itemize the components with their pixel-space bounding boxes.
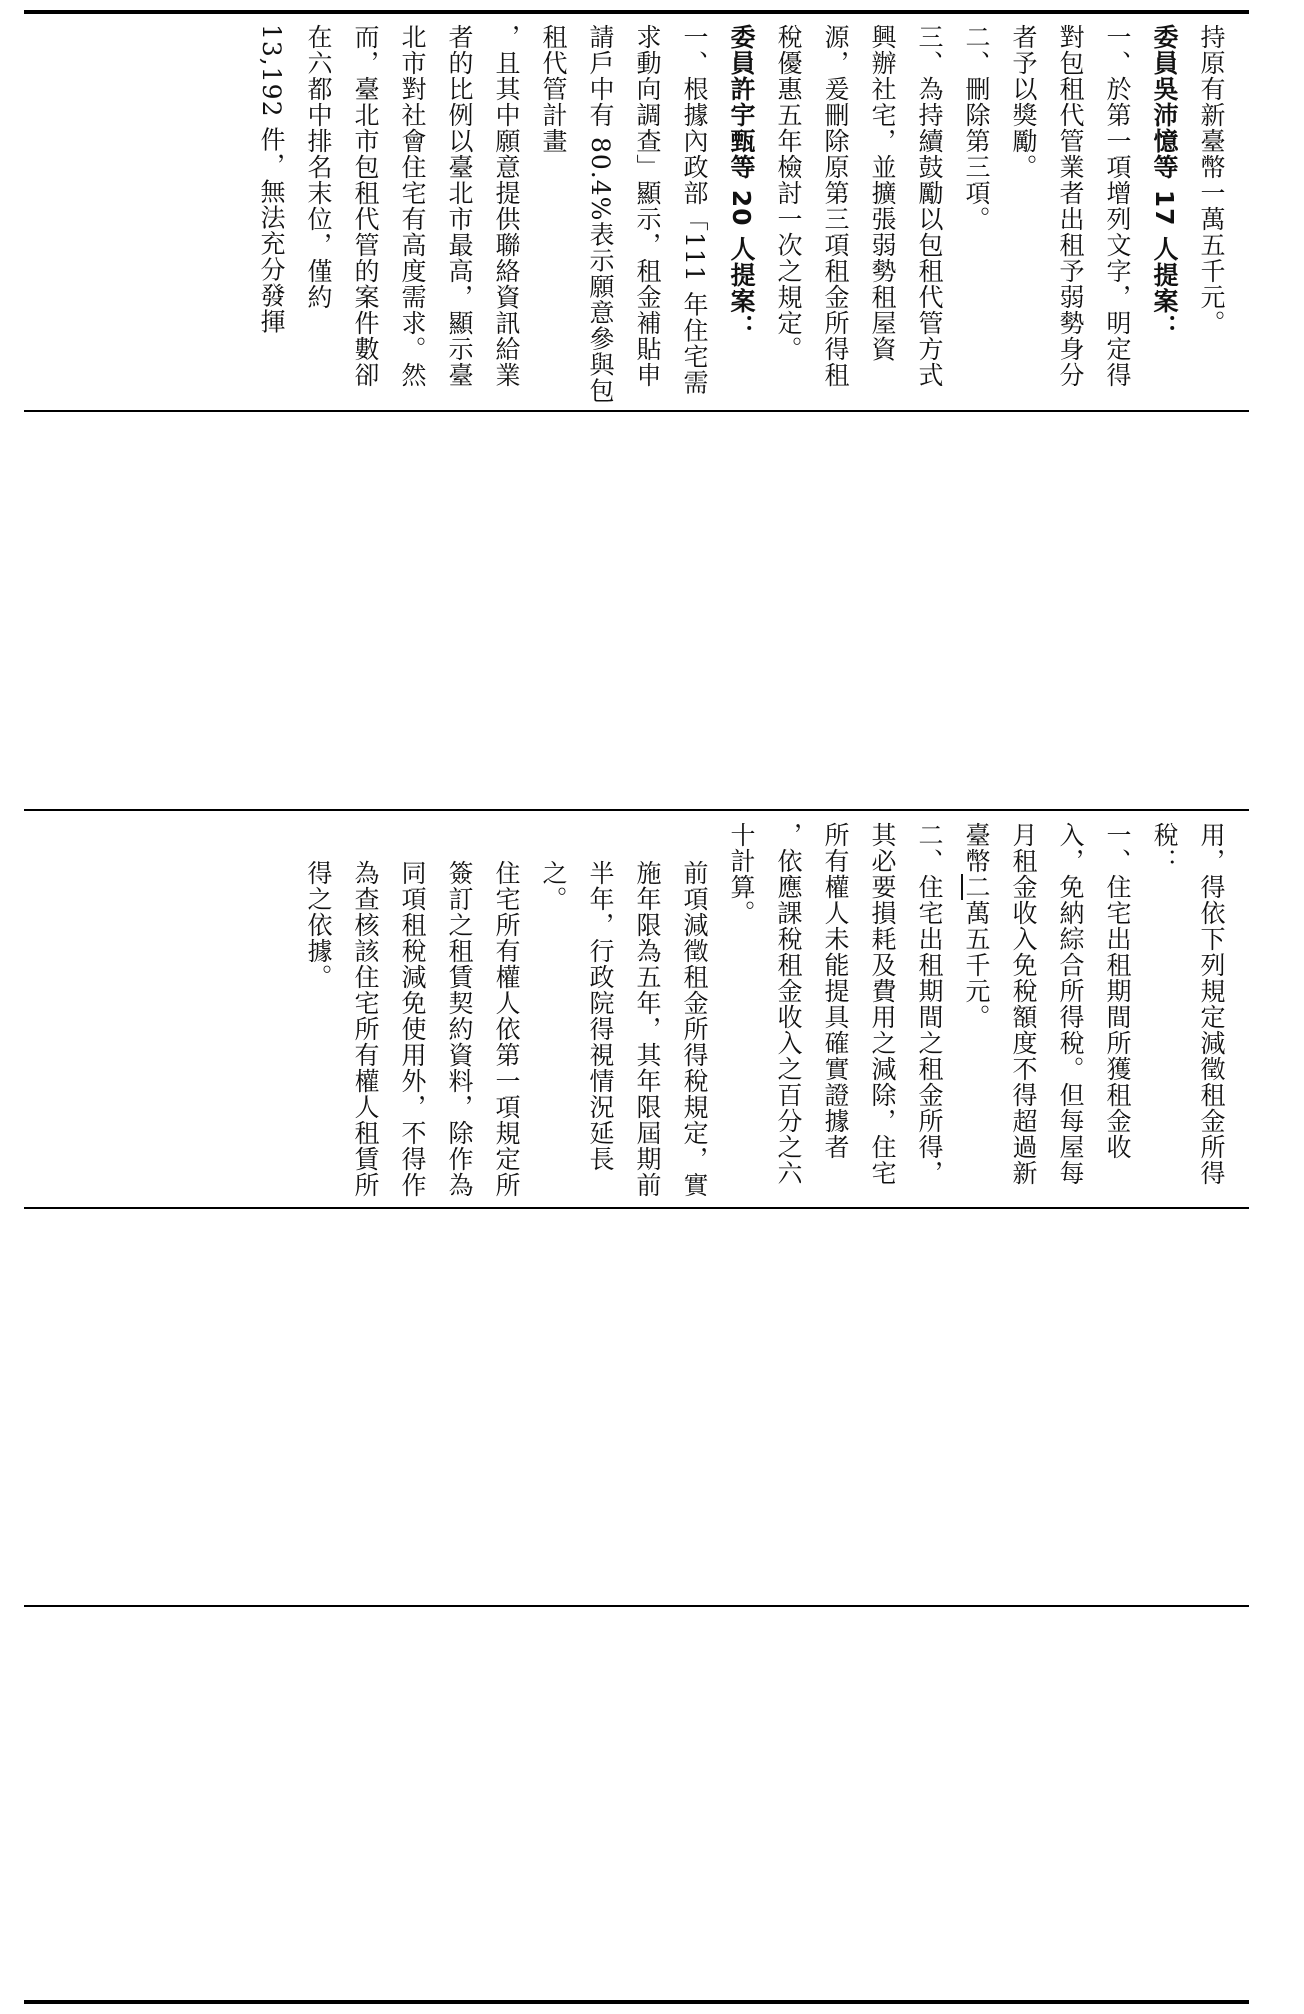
article-paragraph-2: 前項減徵租金所得稅規定，實施年限為五年，其年限屆期前半年，行政院得視情況延長之。 <box>539 859 709 1198</box>
proposal-20-item-1b: ，且其中願意提供聯絡資訊給業者的比例以臺北市最高，顯示臺北市對社會住宅有高度需求。然而，臺北市包租代管的案件數卻在六都中排名末位，僅約 13,192 件，無法充分發揮 <box>257 24 521 388</box>
proposal-17-item-3: 三、為持續鼓勵以包租代管方式興辦社宅，並擴張弱勢租屋資源，爰刪除原第三項租金所得租稅優惠五年檢討一次之規定。 <box>774 24 944 388</box>
proposal-20-item-1a: 一、根據內政部「111 年住宅需求動向調查」顯示，租金補貼申請戶中有 80.4%表示願意參與包租代管計畫 <box>539 24 709 404</box>
top-border <box>24 10 1249 14</box>
proposal-17-item-2: 二、刪除第三項。 <box>962 24 991 232</box>
article-item-2a: 二、住宅出租期間之租金所得，其必要損耗及費用之減除，住宅所有權人未能提具確實證據者 <box>821 822 944 1186</box>
article-item-1-underlined: 二 <box>962 874 991 900</box>
divider-3 <box>24 1207 1249 1209</box>
article-item-1-text-b: 萬五千元。 <box>962 900 991 1030</box>
article-item-1-text-a: 一、住宅出租期間所獲租金收入，免納綜合所得稅。但每屋每月租金收入免稅額度不得超過新臺幣 <box>962 822 1132 1186</box>
divider-2 <box>24 809 1249 811</box>
bottom-border <box>24 2000 1249 2004</box>
section-article-text <box>40 822 1235 1207</box>
article-paragraph-3: 住宅所有權人依第一項規定所簽訂之租賃契約資料，除作為同項租稅減免使用外，不得作為查核該住宅所有權人租賃所得之依據。 <box>304 859 521 1198</box>
divider-1 <box>24 410 1249 412</box>
article-item-2b: ，依應課稅租金收入之百分之六十計算。 <box>727 822 803 1186</box>
article-item-1 <box>953 822 1141 1207</box>
proposal-17-item-1: 一、於第一項增列文字，明定得對包租代管業者出租予弱勢身分者予以獎勵。 <box>1009 24 1132 388</box>
article-intro: 用，得依下列規定減徵租金所得稅： <box>1150 822 1226 1186</box>
proposal-20-heading: 委員許宇甄等 20 人提案： <box>727 24 756 341</box>
divider-4 <box>24 1605 1249 1607</box>
continuation-text: 持原有新臺幣一萬五千元。 <box>1197 24 1226 336</box>
proposal-17-heading: 委員吳沛憶等 17 人提案： <box>1150 24 1179 341</box>
section-proposals <box>40 24 1235 409</box>
